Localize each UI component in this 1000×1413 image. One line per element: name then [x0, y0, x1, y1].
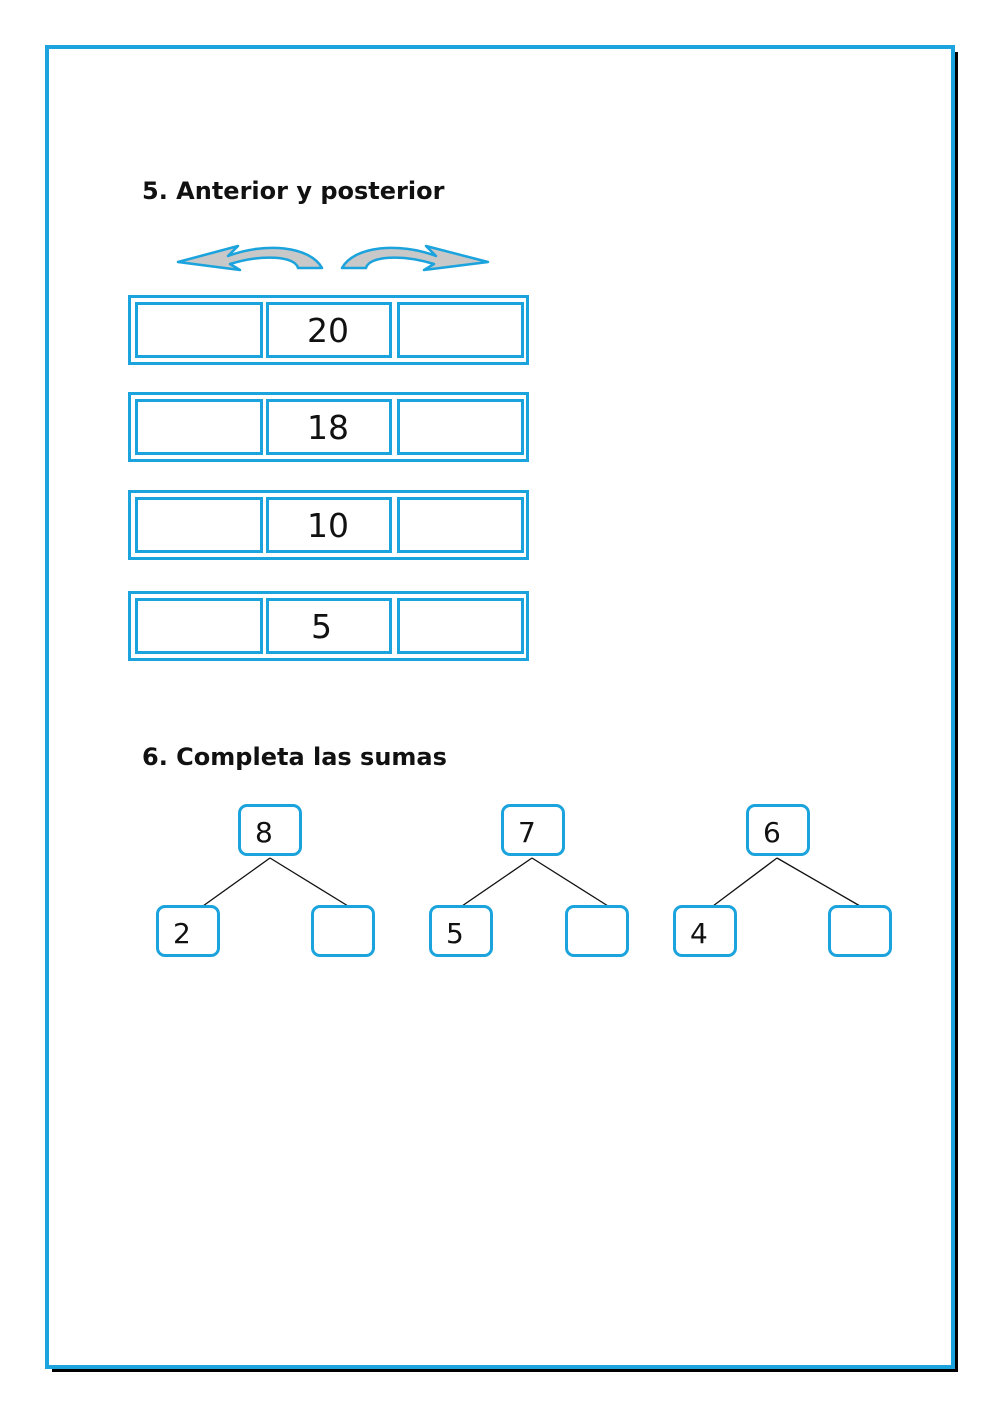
after-input-box[interactable] [397, 497, 524, 553]
given-number-box [266, 302, 392, 358]
sum-total: 7 [518, 816, 536, 849]
addend-given-box [429, 905, 493, 957]
sum-total-box [238, 804, 302, 856]
addend-input-box[interactable] [311, 905, 375, 957]
given-number-box [266, 497, 392, 553]
given-number: 20 [307, 311, 349, 350]
sequence-row [128, 295, 529, 365]
section-5-title: 5. Anterior y posterior [142, 177, 445, 205]
given-number: 5 [311, 607, 332, 646]
addend-given: 4 [690, 917, 708, 950]
given-number: 18 [307, 408, 349, 447]
before-input-box[interactable] [135, 302, 263, 358]
before-input-box[interactable] [135, 399, 263, 455]
addend-given: 2 [173, 917, 191, 950]
sum-total-box [501, 804, 565, 856]
addend-given-box [673, 905, 737, 957]
addend-input-box[interactable] [828, 905, 892, 957]
sum-total-box [746, 804, 810, 856]
section-6-title: 6. Completa las sumas [142, 743, 447, 771]
addend-given-box [156, 905, 220, 957]
after-input-box[interactable] [397, 598, 524, 654]
addend-input-box[interactable] [565, 905, 629, 957]
arrow-left-icon [178, 246, 322, 270]
before-input-box[interactable] [135, 497, 263, 553]
sequence-row [128, 392, 529, 462]
after-input-box[interactable] [397, 302, 524, 358]
sum-total: 6 [763, 816, 781, 849]
sequence-row [128, 490, 529, 560]
before-after-arrows-icon [170, 238, 500, 278]
given-number: 10 [307, 506, 349, 545]
given-number-box [266, 598, 392, 654]
addend-given: 5 [446, 917, 464, 950]
after-input-box[interactable] [397, 399, 524, 455]
sum-total: 8 [255, 816, 273, 849]
arrow-right-icon [342, 246, 488, 270]
sequence-row [128, 591, 529, 661]
given-number-box [266, 399, 392, 455]
before-input-box[interactable] [135, 598, 263, 654]
